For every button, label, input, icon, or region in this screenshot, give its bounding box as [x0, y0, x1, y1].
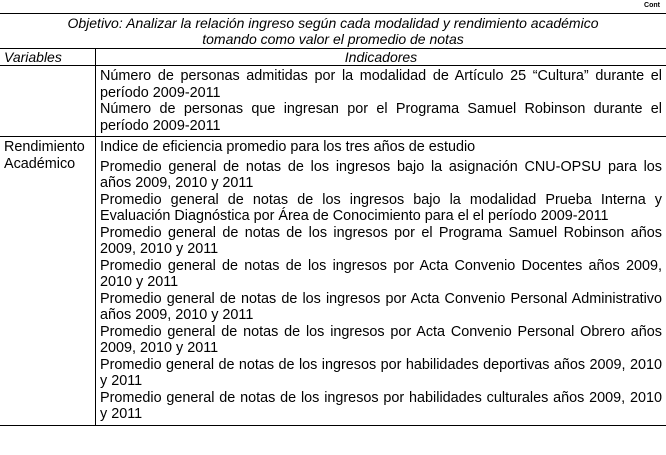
variable-name-line-1: Rendimiento — [4, 139, 85, 155]
table-bottom-rule — [0, 425, 666, 426]
indicator-item: Promedio general de notas de los ingresos bajo la modalidad Prueba Interna y Evaluación Diagnóstica por Área de Conocimiento para el el período 2009-2011 — [100, 191, 662, 224]
table-row-section-1 — [0, 66, 666, 136]
indicator-item: Número de personas que ingresan por el Programa Samuel Robinson durante el período 2009-2011 — [100, 101, 662, 134]
section-1-variable — [0, 66, 95, 136]
header-indicadores: Indicadores — [95, 49, 666, 65]
indicator-item: Promedio general de notas de los ingresos por Acta Convenio Docentes años 2009, 2010 y 2011 — [100, 257, 662, 290]
header-variables: Variables — [4, 49, 62, 65]
indicator-item: Promedio general de notas de los ingresos por el Programa Samuel Robinson años 2009, 2010 y 2011 — [100, 224, 662, 257]
indicator-item: Promedio general de notas de los ingresos por Acta Convenio Personal Obrero años 2009, 2010 y 2011 — [100, 323, 662, 356]
indicator-item: Promedio general de notas de los ingresos por habilidades culturales años 2009, 2010 y 2011 — [100, 389, 662, 422]
rendimiento-variable — [0, 137, 95, 425]
indicator-item: Número de personas admitidas por la modalidad de Artículo 25 “Cultura” durante el período 2009-2011 — [100, 68, 662, 101]
table-objective — [0, 14, 666, 48]
indicator-item: Indice de eficiencia promedio para los tres años de estudio — [100, 139, 476, 155]
variable-name-line-2: Académico — [4, 155, 76, 172]
indicators-table — [0, 13, 666, 426]
table-header-row — [0, 49, 666, 65]
objective-line-1: Objetivo: Analizar la relación ingreso según cada modalidad y rendimiento académico — [67, 15, 599, 31]
indicator-item: Promedio general de notas de los ingresos por Acta Convenio Personal Administrativo años 2009, 2010 y 2011 — [100, 290, 662, 323]
indicator-item: Promedio general de notas de los ingresos bajo la asignación CNU-OPSU para los años 2009, 2010 y 2011 — [100, 158, 662, 191]
continuation-label: Cont — [644, 2, 660, 9]
indicator-item: Promedio general de notas de los ingresos por habilidades deportivas años 2009, 2010 y 2011 — [100, 356, 662, 389]
rendimiento-indicators — [95, 137, 666, 425]
objective-line-2: tomando como valor el promedio de notas — [202, 31, 464, 47]
section-1-indicators — [95, 66, 666, 136]
table-row-rendimiento — [0, 137, 666, 425]
